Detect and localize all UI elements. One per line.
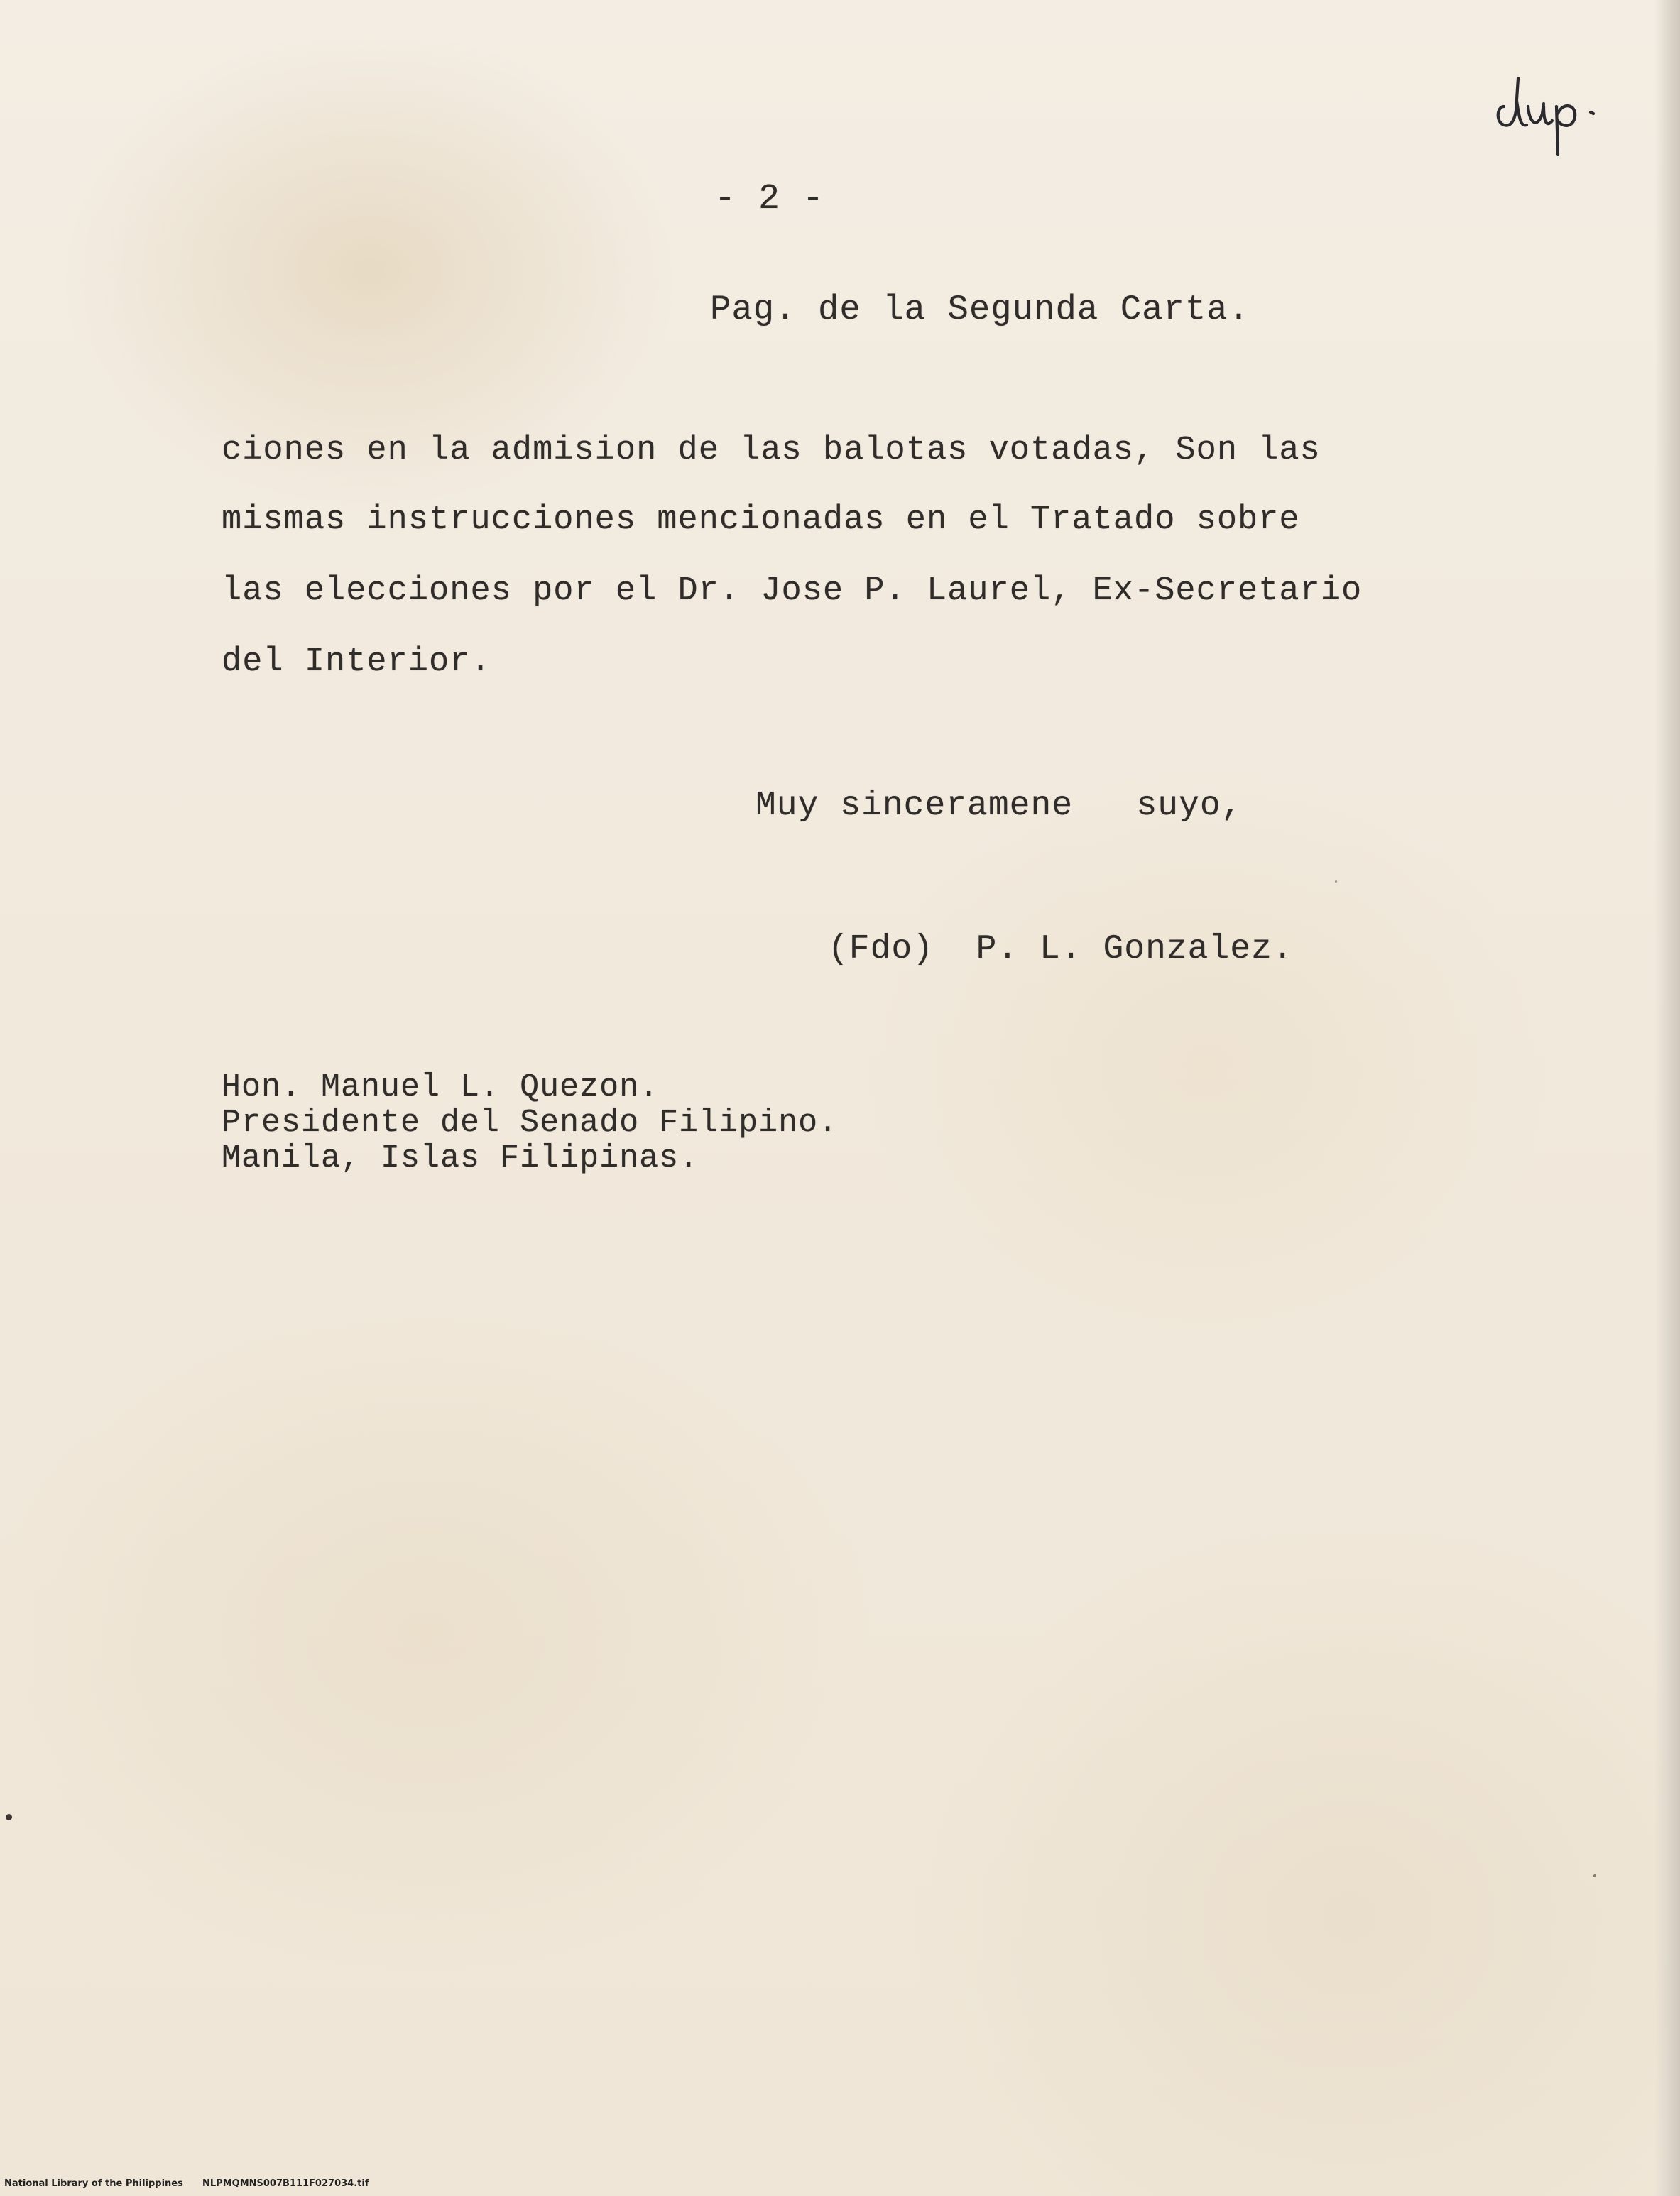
file-id: NLPMQMNS007B111F027034.tif — [202, 2178, 369, 2189]
page-number: - 2 - — [714, 179, 825, 219]
letter-subtitle: Pag. de la Segunda Carta. — [710, 290, 1250, 329]
paper-speck — [6, 1814, 12, 1820]
addressee-line: Presidente del Senado Filipino. — [222, 1105, 839, 1141]
archive-footer — [4, 2178, 369, 2189]
page-edge — [1654, 0, 1680, 2196]
handwritten-annotation — [1491, 57, 1633, 156]
body-line: ciones en la admision de las balotas votadas, Son las — [222, 432, 1321, 469]
complimentary-close: Muy sinceramene suyo, — [756, 787, 1243, 825]
body-line: las elecciones por el Dr. Jose P. Laurel, Ex-Secretario — [222, 572, 1363, 610]
body-line: mismas instrucciones mencionadas en el Tratado sobre — [222, 501, 1300, 539]
paper-speck — [1335, 880, 1337, 883]
archive-name: National Library of the Philippines — [4, 2178, 183, 2189]
signature: (Fdo) P. L. Gonzalez. — [828, 930, 1294, 968]
paper-speck — [1593, 1874, 1596, 1877]
addressee-line: Manila, Islas Filipinas. — [222, 1140, 699, 1176]
body-line: del Interior. — [222, 643, 491, 681]
addressee-line: Hon. Manuel L. Quezon. — [222, 1069, 660, 1105]
